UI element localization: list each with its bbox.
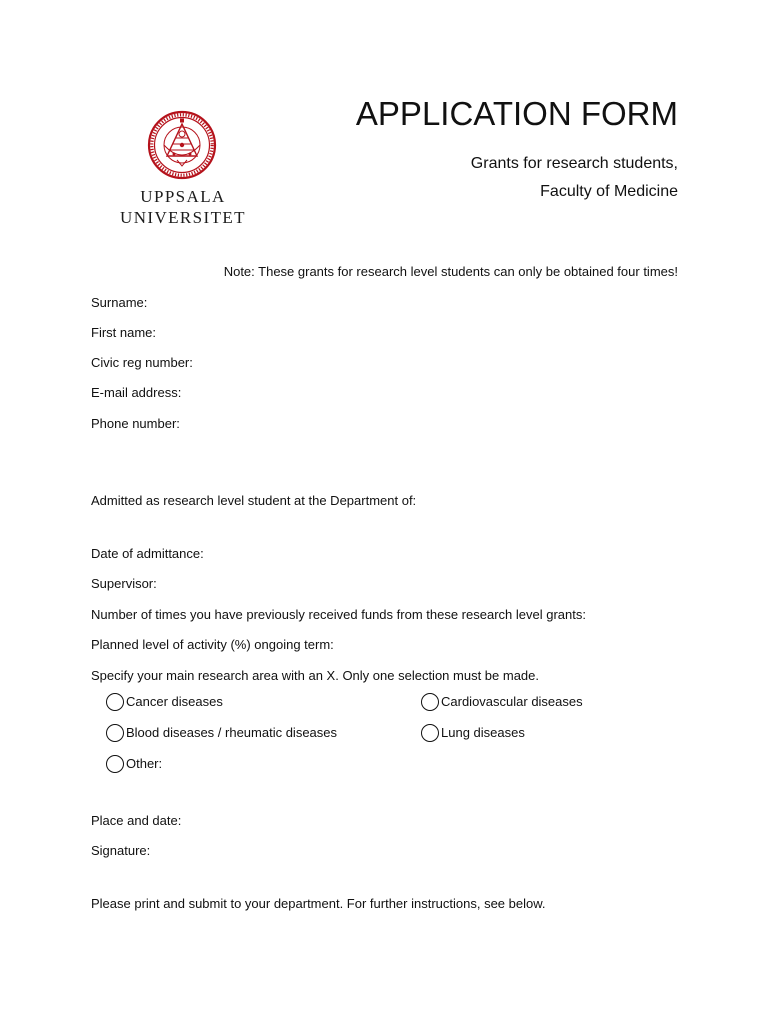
supervisor-label: Supervisor: [91,576,157,591]
option-cardiovascular[interactable] [421,693,583,711]
subtitle-line-2: Faculty of Medicine [540,183,678,200]
subtitle-line-1: Grants for research students, [470,155,678,172]
note-text: Note: These grants for research level students can only be obtained four times! [223,264,678,279]
email-label: E-mail address: [91,385,182,400]
department-label: Admitted as research level student at the Department of: [91,493,417,508]
research-area-prompt: Specify your main research area with an X. Only one selection must be made. [91,668,539,683]
option-cancer-label: Cancer diseases [126,694,223,709]
option-other-label: Other: [126,756,163,771]
university-logo [116,110,250,232]
date-admittance-label: Date of admittance: [91,546,204,561]
times-received-label: Number of times you have previously received funds from these research level grants: [91,607,586,622]
civic-reg-label: Civic reg number: [91,355,193,370]
option-lung-label: Lung diseases [441,725,525,740]
option-other[interactable] [106,755,162,773]
wordmark-line-1: UPPSALA [140,187,226,206]
phone-label: Phone number: [91,416,180,431]
activity-level-label: Planned level of activity (%) ongoing term: [91,637,334,652]
option-blood[interactable] [106,724,337,742]
wordmark-line-2: UNIVERSITET [120,208,246,227]
radio-circle-icon[interactable] [421,724,439,742]
option-cancer[interactable] [106,693,223,711]
signature-label: Signature: [91,843,151,858]
option-blood-label: Blood diseases / rheumatic diseases [126,725,338,740]
page-title: APPLICATION FORM [355,95,678,132]
option-lung[interactable] [421,724,525,742]
first-name-label: First name: [91,325,157,340]
radio-circle-icon[interactable] [421,693,439,711]
surname-label: Surname: [91,295,148,310]
radio-circle-icon[interactable] [106,724,124,742]
radio-circle-icon[interactable] [106,755,124,773]
place-date-label: Place and date: [91,813,182,828]
university-wordmark [116,186,250,228]
university-seal-icon [147,110,217,180]
footer-instructions: Please print and submit to your department. For further instructions, see below. [91,896,546,911]
option-cardiovascular-label: Cardiovascular diseases [441,694,583,709]
radio-circle-icon[interactable] [106,693,124,711]
